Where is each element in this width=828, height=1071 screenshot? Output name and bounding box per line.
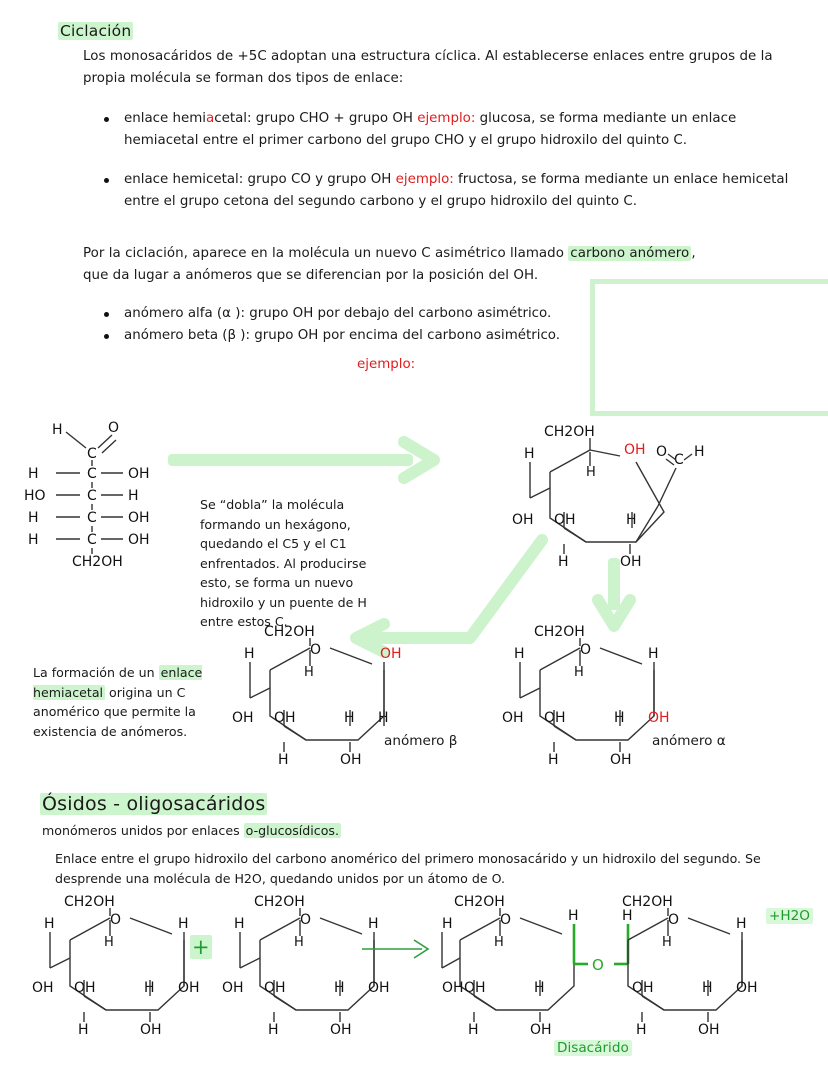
- openring-o: O: [656, 444, 668, 460]
- fischer-top-c: C: [87, 446, 97, 462]
- anomero-alfa-text: anómero alfa (α ): grupo OH por debajo del carbono asimétrico.: [124, 306, 552, 321]
- alpha-h-inner: H: [574, 665, 584, 680]
- p1-h-bottom: H: [468, 1022, 479, 1038]
- list-item: [98, 325, 618, 347]
- openring-c: C: [674, 452, 684, 468]
- alpha-anomeric-oh: OH: [648, 710, 670, 726]
- r1-oh-mid: OH: [74, 980, 96, 996]
- fischer-top-o: O: [108, 420, 120, 436]
- bullet-1-ejemplo-tag: ejemplo:: [417, 111, 476, 126]
- p1-ch2oh: CH2OH: [454, 894, 505, 910]
- water-byproduct-label: [766, 908, 813, 924]
- bullet-1-red-letter: a: [206, 111, 215, 126]
- bullet-2-tail: fructosa, se forma mediante un enlace hemicetal entre el grupo cetona del segundo carbono y el grupo hidroxilo del quinto C.: [124, 172, 789, 210]
- fischer-row1-c: C: [87, 466, 97, 482]
- r1-h-up: H: [178, 916, 189, 932]
- openring-oh-bottom: OH: [620, 554, 642, 570]
- hemiacetal-post: origina un C anomérico que permite la existencia de anómeros.: [33, 684, 196, 739]
- openring-oh-left: OH: [512, 512, 534, 528]
- p2-oh-left: OH: [632, 980, 654, 996]
- r2-h-upleft: H: [234, 916, 245, 932]
- alpha-h-lowmid: H: [614, 710, 625, 726]
- hemiacetal-highlight: enlace hemiacetal: [33, 665, 203, 700]
- r1-oh-left: OH: [32, 980, 54, 996]
- osidos-sub-pre: monómeros unidos por enlaces: [42, 823, 244, 838]
- fischer-row3-right: OH: [128, 510, 150, 526]
- p1-oh-mid: OH: [464, 980, 486, 996]
- fischer-row1-right: OH: [128, 466, 150, 482]
- r1-oh-bottom: OH: [140, 1022, 162, 1038]
- fischer-row2-right: H: [128, 488, 139, 504]
- explain-hemiacetal-text: [33, 663, 229, 741]
- alpha-h-upleft: H: [514, 646, 525, 662]
- beta-h-inner: H: [304, 665, 314, 680]
- bullet-1-pre: enlace hemi: [124, 111, 206, 126]
- bullet-1-post: cetal: grupo CHO + grupo OH: [214, 111, 418, 126]
- plus-sign: +: [192, 935, 210, 959]
- openring-oh-mid: OH: [554, 512, 576, 528]
- r1-h-inner: H: [104, 935, 114, 950]
- explain-cycle-text: Se “dobla” la molécula formando un hexágono, quedando el C5 y el C1 enfrentados. Al producirse esto, se forma un nuevo hidroxilo y un puente de H entre estos C.: [200, 497, 367, 630]
- fischer-row2-c: C: [87, 488, 97, 504]
- beta-anomeric-oh: OH: [380, 646, 402, 662]
- r1-h-upleft: H: [44, 916, 55, 932]
- alpha-oh-left: OH: [502, 710, 524, 726]
- r2-oh-mid: OH: [264, 980, 286, 996]
- openring-h-bottom: H: [558, 554, 569, 570]
- alpha-h-up: H: [648, 646, 659, 662]
- page-title: [58, 22, 133, 40]
- p1-h-inner: H: [494, 935, 504, 950]
- solubility-callout-lines: [595, 284, 828, 328]
- anomero-para-pre: Por la ciclación, aparece en la molécula un nuevo C asimétrico llamado: [83, 246, 569, 261]
- r2-h-up: H: [368, 916, 379, 932]
- p1-h-anomeric: H: [568, 908, 579, 924]
- ejemplo-label: ejemplo:: [357, 357, 416, 372]
- alpha-ring-o: O: [580, 642, 592, 658]
- disaccharide-reactant-2: [222, 890, 402, 1036]
- p2-h-bottom: H: [636, 1022, 647, 1038]
- r1-h-lowmid: H: [144, 980, 155, 996]
- p1-ring-o: O: [500, 912, 512, 928]
- p1-oh-bottom: OH: [530, 1022, 552, 1038]
- p2-h-up: H: [736, 916, 747, 932]
- openring-ch2oh: CH2OH: [544, 424, 595, 440]
- osidos-sub-highlight: o-glucosídicos.: [245, 823, 339, 838]
- hemiacetal-pre: La formación de un: [33, 665, 159, 680]
- p2-h-inner: H: [662, 935, 672, 950]
- r2-h-bottom: H: [268, 1022, 279, 1038]
- r1-oh-anomeric: OH: [178, 980, 200, 996]
- fischer-row1-left: H: [28, 466, 39, 482]
- openring-h-upleft: H: [524, 446, 535, 462]
- list-item: [98, 108, 798, 151]
- anomero-para-highlight: carbono anómero: [570, 246, 690, 261]
- p1-oh-left: OH: [442, 980, 464, 996]
- disaccharide-reactant-1: [32, 890, 212, 1036]
- osidos-paragraph: Enlace entre el grupo hidroxilo del carbono anomérico del primero monosacárido y un hidroxilo del segundo. Se desprende una molécula de H2O, quedando unidos por un átomo de O.: [55, 851, 761, 886]
- r1-h-bottom: H: [78, 1022, 89, 1038]
- p1-h-upleft: H: [442, 916, 453, 932]
- fischer-row3-left: H: [28, 510, 39, 526]
- beta-h-lowmid: H: [344, 710, 355, 726]
- fischer-row4-c: C: [87, 532, 97, 548]
- fischer-top-h: H: [52, 422, 63, 438]
- beta-anomer-caption: anómero β: [384, 733, 458, 749]
- enlace-type-list: [98, 108, 798, 213]
- r2-h-inner: H: [294, 935, 304, 950]
- beta-h-bottom: H: [278, 752, 289, 768]
- anomero-list: [98, 303, 618, 346]
- fischer-row2-left: HO: [24, 488, 46, 504]
- bullet-2-pre: enlace hemicetal: grupo CO y grupo OH: [124, 172, 396, 188]
- beta-ch2oh: CH2OH: [264, 624, 315, 640]
- fischer-row3-c: C: [87, 510, 97, 526]
- reaction-arrow-icon: [360, 937, 440, 961]
- r2-h-lowmid: H: [334, 980, 345, 996]
- plus-icon: [190, 935, 212, 959]
- p1-h-lowmid: H: [534, 980, 545, 996]
- bullet-2-ejemplo-tag: ejemplo:: [395, 172, 454, 188]
- fischer-row4-left: H: [28, 532, 39, 548]
- osidos-title: [40, 793, 267, 815]
- openring-h-lowmid: H: [626, 512, 637, 528]
- beta-oh-left: OH: [232, 710, 254, 726]
- alpha-oh-mid: OH: [544, 710, 566, 726]
- alpha-ch2oh: CH2OH: [534, 624, 585, 640]
- beta-h-upleft: H: [244, 646, 255, 662]
- p2-ch2oh: CH2OH: [622, 894, 673, 910]
- p2-oh-bottom: OH: [698, 1022, 720, 1038]
- alpha-anomer-caption: anómero α: [652, 733, 726, 749]
- fischer-bottom-ch2oh: CH2OH: [72, 554, 123, 570]
- list-item: [98, 303, 618, 325]
- ciclacion-intro: Los monosacáridos de +5C adoptan una estructura cíclica. Al establecerse enlaces entre grupos de la propia molécula se forman dos tipos de enlace:: [83, 49, 773, 86]
- bullet-1-tail: glucosa, se forma mediante un enlace hemiacetal entre el primer carbono del grupo CHO y el grupo hidroxilo del quinto C.: [124, 111, 737, 148]
- r2-ring-o: O: [300, 912, 312, 928]
- ciclacion-title-text: Ciclación: [60, 22, 132, 40]
- beta-oh-mid: OH: [274, 710, 296, 726]
- r2-ch2oh: CH2OH: [254, 894, 305, 910]
- anomero-para-post: , que da lugar a anómeros que se diferencian por la posición del OH.: [83, 246, 696, 283]
- beta-oh-bottom: OH: [340, 752, 362, 768]
- solubility-callout: [590, 279, 828, 416]
- beta-h-right: H: [378, 710, 389, 726]
- alpha-h-bottom: H: [548, 752, 559, 768]
- p2-oh-right: OH: [736, 980, 758, 996]
- alpha-oh-bottom: OH: [610, 752, 632, 768]
- r2-oh-left: OH: [222, 980, 244, 996]
- water-byproduct-text: +H2O: [766, 908, 813, 924]
- disaccharide-product: [442, 890, 772, 1040]
- list-item: [98, 169, 798, 212]
- arrow-right-icon: [168, 438, 453, 484]
- osidos-title-text: Ósidos - oligosacáridos: [42, 793, 266, 815]
- anomero-beta-text: anómero beta (β ): grupo OH por encima del carbono asimétrico.: [124, 327, 561, 343]
- openring-oh-red: OH: [624, 442, 646, 458]
- r2-oh-bottom: OH: [330, 1022, 352, 1038]
- p2-h-anomeric: H: [622, 908, 633, 924]
- r1-ring-o: O: [110, 912, 122, 928]
- osidos-subtitle: [42, 821, 562, 841]
- p2-ring-o: O: [668, 912, 680, 928]
- bridge-o-label: O: [592, 956, 604, 974]
- openring-h-inner: H: [586, 465, 596, 480]
- r2-oh-anomeric: OH: [368, 980, 390, 996]
- disacarido-caption-text: Disacárido: [554, 1040, 632, 1056]
- beta-ring-o: O: [310, 642, 322, 658]
- r1-ch2oh: CH2OH: [64, 894, 115, 910]
- p2-h-lowmid: H: [702, 980, 713, 996]
- disacarido-caption: [554, 1040, 632, 1056]
- openring-h-right: H: [694, 444, 705, 460]
- fischer-row4-right: OH: [128, 532, 150, 548]
